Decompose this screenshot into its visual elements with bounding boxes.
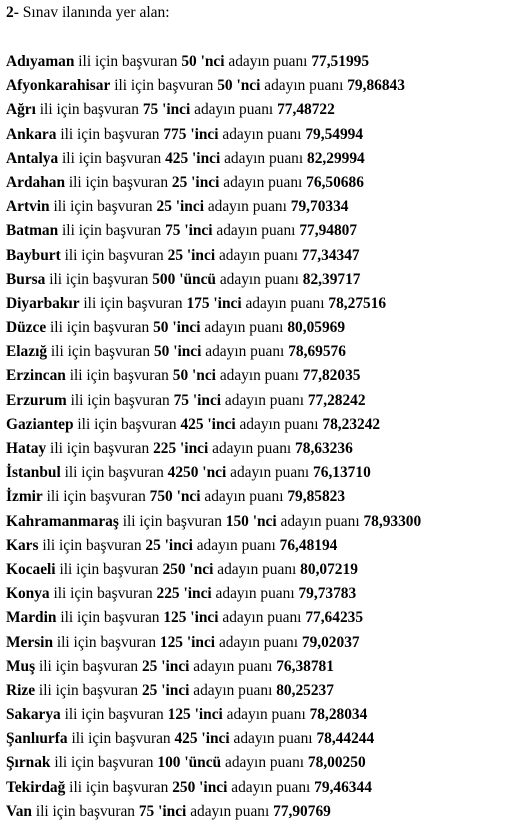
rank-number: 75 — [173, 391, 189, 409]
list-item — [6, 534, 421, 558]
rank-number: 425 — [174, 730, 198, 748]
score-value: 78,00250 — [307, 754, 366, 772]
candidate-score-phrase: adayın puanı — [219, 270, 299, 288]
candidate-score-phrase: adayın puanı — [231, 778, 311, 796]
rank-number: 50 — [181, 53, 197, 70]
candidate-score-phrase: adayın puanı — [219, 367, 299, 385]
province-name: Gaziantep — [6, 415, 74, 433]
list-item — [6, 74, 421, 98]
candidate-score-phrase: adayın puanı — [194, 101, 274, 119]
list-item — [6, 461, 421, 485]
rank-suffix: 'inci — [213, 294, 242, 312]
applied-phrase: ili için başvuran — [38, 681, 139, 699]
province-name: İzmir — [6, 488, 43, 506]
province-name: Hatay — [6, 440, 47, 457]
applied-phrase: ili için başvuran — [53, 198, 153, 216]
score-value: 78,93300 — [363, 512, 422, 530]
list-item — [6, 800, 421, 824]
score-value: 77,94807 — [299, 222, 358, 240]
score-value: 78,27516 — [328, 294, 387, 312]
candidate-score-phrase: adayın puanı — [228, 53, 308, 70]
applied-phrase: ili için başvuran — [49, 270, 149, 288]
rank-number: 125 — [159, 633, 183, 651]
list-item — [6, 703, 421, 727]
rank-number: 250 — [162, 560, 186, 578]
rank-number: 50 — [172, 367, 189, 385]
rank-number: 250 — [172, 778, 196, 796]
rank-number: 50 — [153, 343, 170, 361]
score-value: 79,54994 — [305, 125, 364, 143]
candidate-score-phrase: adayın puanı — [224, 754, 305, 772]
rank-number: 100 — [157, 754, 181, 772]
rank-suffix: 'inci — [190, 609, 219, 627]
province-name: Adıyaman — [6, 53, 75, 70]
candidate-score-phrase: adayın puanı — [264, 77, 344, 95]
section-number: 2- — [6, 4, 19, 21]
rank-suffix: 'inci — [161, 657, 190, 675]
applied-phrase: ili için başvuran — [38, 657, 139, 675]
province-name: Ağrı — [6, 101, 36, 119]
score-value: 79,46344 — [314, 778, 372, 796]
province-name: Antalya — [6, 149, 59, 167]
applied-phrase: ili için başvuran — [68, 173, 169, 191]
list-item — [6, 679, 421, 703]
list-item — [6, 50, 421, 74]
applied-phrase: ili için başvuran — [60, 609, 160, 627]
list-item — [6, 606, 421, 630]
list-item — [6, 776, 421, 800]
rank-number: 50 — [217, 77, 233, 95]
candidate-score-phrase: adayın puanı — [196, 536, 276, 554]
rank-number: 225 — [156, 585, 180, 603]
applied-phrase: ili için başvuran — [56, 633, 157, 651]
list-item — [6, 98, 421, 122]
score-value: 79,70334 — [290, 198, 349, 216]
province-name: Bayburt — [6, 246, 61, 264]
rank-suffix: 'inci — [162, 101, 191, 119]
rank-number: 75 — [165, 222, 181, 240]
applied-phrase: ili için başvuran — [60, 125, 160, 143]
rank-number: 25 — [145, 536, 161, 554]
score-value: 76,48194 — [279, 536, 338, 554]
province-name: Kars — [6, 536, 39, 554]
rank-number: 425 — [165, 149, 189, 167]
province-name: Batman — [6, 222, 59, 240]
rank-suffix: 'üncü — [179, 270, 216, 288]
rank-number: 25 — [167, 246, 184, 264]
list-item — [6, 316, 421, 340]
province-name: Elazığ — [6, 343, 48, 361]
list-item — [6, 510, 421, 534]
rank-suffix: 'inci — [173, 343, 202, 361]
province-score-list — [6, 50, 421, 824]
rank-number: 4250 — [167, 464, 199, 482]
section-title: Sınav ilanında yer alan: — [22, 4, 170, 21]
list-item — [6, 389, 421, 413]
candidate-score-phrase: adayın puanı — [190, 802, 270, 820]
province-name: Afyonkarahisar — [6, 77, 111, 95]
rank-suffix: 'inci — [183, 585, 212, 603]
candidate-score-phrase: adayın puanı — [218, 633, 299, 651]
rank-number: 150 — [225, 512, 249, 530]
score-value: 77,82035 — [302, 367, 361, 385]
candidate-score-phrase: adayın puanı — [224, 391, 304, 409]
list-item — [6, 413, 421, 437]
applied-phrase: ili için başvuran — [122, 512, 222, 530]
rank-suffix: 'inci — [199, 778, 228, 796]
province-name: Kocaeli — [6, 560, 56, 578]
score-value: 79,02037 — [301, 633, 360, 651]
province-name: Mersin — [6, 633, 54, 651]
rank-number: 750 — [149, 488, 173, 506]
list-item — [6, 485, 421, 509]
score-value: 79,86843 — [347, 77, 405, 95]
score-value: 77,64235 — [305, 609, 364, 627]
candidate-score-phrase: adayın puanı — [223, 173, 303, 191]
rank-suffix: 'inci — [190, 125, 219, 143]
score-value: 76,13710 — [313, 464, 371, 482]
rank-suffix: 'nci — [189, 560, 214, 578]
candidate-score-phrase: adayın puanı — [218, 246, 299, 264]
score-value: 78,44244 — [316, 730, 375, 748]
applied-phrase: ili için başvuran — [42, 536, 142, 554]
candidate-score-phrase: adayın puanı — [230, 464, 310, 482]
province-name: Ankara — [6, 125, 57, 143]
rank-suffix: 'inci — [172, 319, 201, 337]
rank-suffix: 'nci — [236, 77, 261, 95]
applied-phrase: ili için başvuran — [71, 730, 171, 748]
rank-number: 25 — [141, 681, 158, 699]
score-value: 77,28242 — [307, 391, 366, 409]
candidate-score-phrase: adayın puanı — [205, 343, 285, 361]
list-item — [6, 147, 421, 171]
applied-phrase: ili için başvuran — [69, 778, 169, 796]
rank-suffix: 'inci — [186, 633, 216, 651]
rank-suffix: 'inci — [180, 440, 209, 457]
rank-number: 125 — [163, 609, 187, 627]
score-value: 77,51995 — [311, 53, 370, 70]
rank-suffix: 'inci — [175, 198, 204, 216]
candidate-score-phrase: adayın puanı — [222, 609, 302, 627]
applied-phrase: ili için başvuran — [59, 560, 159, 578]
score-value: 78,28034 — [309, 706, 368, 724]
applied-phrase: ili için başvuran — [62, 222, 162, 240]
rank-number: 175 — [186, 294, 210, 312]
applied-phrase: ili için başvuran — [69, 367, 169, 385]
list-item — [6, 727, 421, 751]
rank-suffix: 'nci — [200, 53, 225, 70]
score-value: 76,50686 — [306, 173, 364, 191]
section-heading — [6, 3, 170, 23]
rank-number: 75 — [142, 101, 159, 119]
province-name: Erzurum — [6, 391, 67, 409]
rank-number: 25 — [171, 173, 188, 191]
rank-suffix: 'inci — [194, 706, 223, 724]
applied-phrase: ili için başvuran — [64, 706, 164, 724]
rank-suffix: 'inci — [164, 536, 193, 554]
province-name: İstanbul — [6, 464, 61, 482]
province-name: Konya — [6, 585, 50, 603]
list-item — [6, 558, 421, 582]
list-item — [6, 364, 421, 388]
score-value: 80,07219 — [300, 560, 358, 578]
applied-phrase: ili için başvuran — [50, 343, 151, 361]
candidate-score-phrase: adayın puanı — [193, 657, 273, 675]
applied-phrase: ili için başvuran — [62, 149, 162, 167]
applied-phrase: ili için başvuran — [64, 464, 164, 482]
rank-suffix: 'inci — [191, 173, 220, 191]
applied-phrase: ili için başvuran — [70, 391, 170, 409]
candidate-score-phrase: adayın puanı — [226, 706, 306, 724]
rank-suffix: 'inci — [207, 415, 236, 433]
province-name: Erzincan — [6, 367, 66, 385]
list-item — [6, 340, 421, 364]
rank-number: 25 — [156, 198, 172, 216]
candidate-score-phrase: adayın puanı — [193, 681, 273, 699]
candidate-score-phrase: adayın puanı — [212, 440, 292, 457]
candidate-score-phrase: adayın puanı — [233, 730, 313, 748]
province-name: Diyarbakır — [6, 294, 80, 312]
list-item — [6, 582, 421, 606]
applied-phrase: ili için başvuran — [53, 585, 153, 603]
score-value: 78,69576 — [288, 343, 346, 361]
rank-suffix: 'nci — [176, 488, 201, 506]
candidate-score-phrase: adayın puanı — [215, 585, 295, 603]
candidate-score-phrase: adayın puanı — [280, 512, 360, 530]
applied-phrase: ili için başvuran — [83, 294, 183, 312]
score-value: 80,05969 — [287, 319, 346, 337]
list-item — [6, 268, 421, 292]
rank-suffix: 'inci — [161, 681, 190, 699]
rank-suffix: 'inci — [186, 246, 216, 264]
list-item — [6, 171, 421, 195]
applied-phrase: ili için başvuran — [39, 101, 139, 119]
applied-phrase: ili için başvuran — [78, 53, 178, 70]
score-value: 79,85823 — [287, 488, 346, 506]
candidate-score-phrase: adayın puanı — [245, 294, 325, 312]
list-item — [6, 244, 421, 268]
applied-phrase: ili için başvuran — [77, 415, 177, 433]
province-name: Sakarya — [6, 706, 61, 724]
applied-phrase: ili için başvuran — [114, 77, 214, 95]
score-value: 77,34347 — [301, 246, 360, 264]
applied-phrase: ili için başvuran — [35, 802, 135, 820]
candidate-score-phrase: adayın puanı — [217, 560, 297, 578]
list-item — [6, 751, 421, 775]
rank-suffix: 'inci — [192, 391, 222, 409]
list-item — [6, 123, 421, 147]
rank-suffix: 'inci — [184, 222, 213, 240]
rank-suffix: 'inci — [201, 730, 230, 748]
province-name: Bursa — [6, 270, 46, 288]
rank-suffix: 'nci — [202, 464, 227, 482]
rank-number: 425 — [180, 415, 204, 433]
score-value: 76,38781 — [276, 657, 334, 675]
list-item — [6, 655, 421, 679]
rank-number: 775 — [163, 125, 187, 143]
applied-phrase: ili için başvuran — [46, 488, 146, 506]
rank-suffix: 'nci — [192, 367, 216, 385]
province-name: Şanlıurfa — [6, 730, 68, 748]
candidate-score-phrase: adayın puanı — [222, 125, 302, 143]
rank-number: 25 — [141, 657, 158, 675]
rank-number: 225 — [153, 440, 177, 457]
score-value: 80,25237 — [276, 681, 334, 699]
candidate-score-phrase: adayın puanı — [224, 149, 304, 167]
candidate-score-phrase: adayın puanı — [239, 415, 319, 433]
province-name: Rize — [6, 681, 36, 699]
candidate-score-phrase: adayın puanı — [204, 488, 284, 506]
applied-phrase: ili için başvuran — [50, 440, 150, 457]
rank-suffix: 'inci — [192, 149, 221, 167]
rank-suffix: 'üncü — [184, 754, 222, 772]
candidate-score-phrase: adayın puanı — [216, 222, 296, 240]
list-item — [6, 437, 421, 461]
province-name: Düzce — [6, 319, 47, 337]
rank-number: 50 — [153, 319, 169, 337]
rank-suffix: 'nci — [252, 512, 277, 530]
province-name: Mardin — [6, 609, 57, 627]
rank-number: 75 — [138, 802, 155, 820]
province-name: Tekirdağ — [6, 778, 66, 796]
list-item — [6, 292, 421, 316]
province-name: Artvin — [6, 198, 50, 216]
province-name: Ardahan — [6, 173, 66, 191]
candidate-score-phrase: adayın puanı — [207, 198, 287, 216]
province-name: Şırnak — [6, 754, 51, 772]
score-value: 77,90769 — [273, 802, 331, 820]
rank-number: 125 — [167, 706, 191, 724]
applied-phrase: ili için başvuran — [54, 754, 154, 772]
province-name: Kahramanmaraş — [6, 512, 119, 530]
rank-suffix: 'inci — [158, 802, 187, 820]
applied-phrase: ili için başvuran — [64, 246, 164, 264]
list-item — [6, 195, 421, 219]
score-value: 78,63236 — [295, 440, 353, 457]
score-value: 82,39717 — [302, 270, 361, 288]
score-value: 79,73783 — [298, 585, 357, 603]
candidate-score-phrase: adayın puanı — [204, 319, 284, 337]
list-item — [6, 631, 421, 655]
province-name: Muş — [6, 657, 36, 675]
score-value: 82,29994 — [307, 149, 365, 167]
score-value: 77,48722 — [277, 101, 335, 119]
rank-number: 500 — [152, 270, 176, 288]
province-name: Van — [6, 802, 32, 820]
score-value: 78,23242 — [322, 415, 381, 433]
applied-phrase: ili için başvuran — [50, 319, 150, 337]
list-item — [6, 219, 421, 243]
